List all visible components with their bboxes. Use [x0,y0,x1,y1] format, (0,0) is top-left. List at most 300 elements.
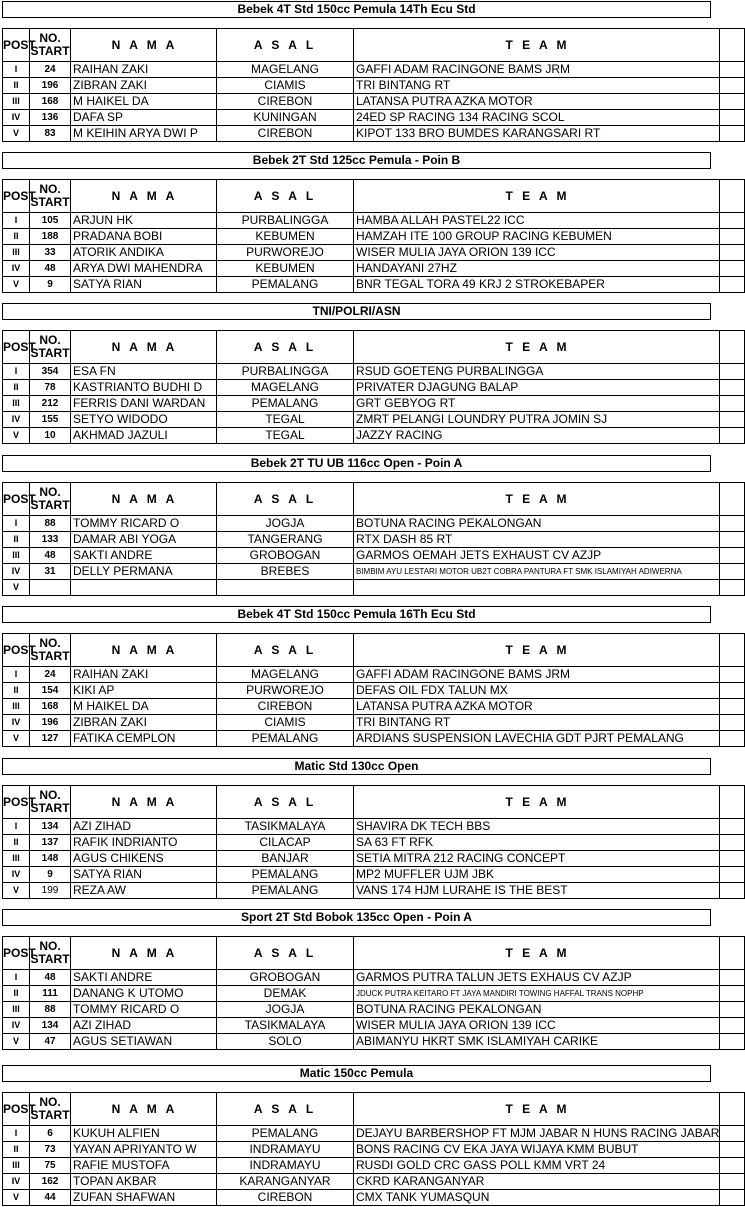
results-table [2,330,745,444]
table-row [3,396,745,412]
start-number-cell: 154 [30,683,71,699]
table-row [3,715,745,731]
start-number-cell: 155 [30,412,71,428]
origin-cell: TANGERANG [217,532,354,548]
blank-cell [720,1158,745,1174]
origin-cell: CILACAP [217,835,354,851]
origin-cell: SOLO [217,1034,354,1050]
origin-cell: BANJAR [217,851,354,867]
team-cell: JAZZY RACING [354,428,720,444]
blank-cell [720,1142,745,1158]
rider-name-cell: YAYAN APRIYANTO W [71,1142,217,1158]
header-pos: POST [3,331,30,364]
start-number-cell: 9 [30,867,71,883]
rider-name-cell: ESA FN [71,364,217,380]
team-cell: BOTUNA RACING PEKALONGAN [354,1002,720,1018]
table-row [3,126,745,142]
position-cell: V [3,126,30,142]
table-row [3,564,745,580]
section-title: Bebek 2T Std 125cc Pemula - Poin B [2,152,711,169]
start-number-cell: 162 [30,1174,71,1190]
blank-cell [720,110,745,126]
header-no-start [30,786,71,819]
header-team: T E A M [354,180,720,213]
rider-name-cell: AZI ZIHAD [71,819,217,835]
team-cell: BONS RACING CV EKA JAYA WIJAYA KMM BUBUT [354,1142,720,1158]
team-cell: TRI BINTANG RT [354,715,720,731]
table-row [3,277,745,293]
team-cell: GRT GEBYOG RT [354,396,720,412]
table-row [3,62,745,78]
position-cell: III [3,245,30,261]
origin-cell: PEMALANG [217,396,354,412]
rider-name-cell: TOMMY RICARD O [71,516,217,532]
position-cell: IV [3,867,30,883]
header-row [3,29,745,62]
rider-name-cell: RAFIK INDRIANTO [71,835,217,851]
table-row [3,1034,745,1050]
rider-name-cell: REZA AW [71,883,217,899]
start-number-cell: 148 [30,851,71,867]
header-team: T E A M [354,1093,720,1126]
blank-cell [720,62,745,78]
start-number-cell: 24 [30,667,71,683]
header-no-line2: START [30,952,70,966]
origin-cell: INDRAMAYU [217,1142,354,1158]
start-number-cell: 48 [30,970,71,986]
team-cell: DEFAS OIL FDX TALUN MX [354,683,720,699]
header-blank-cell [720,331,745,364]
start-number-cell: 134 [30,1018,71,1034]
header-asal: A S A L [217,331,354,364]
header-blank-cell [720,937,745,970]
rider-name-cell: FERRIS DANI WARDAN [71,396,217,412]
rider-name-cell: ARYA DWI MAHENDRA [71,261,217,277]
results-table [2,28,745,142]
position-cell: IV [3,715,30,731]
header-blank-cell [720,483,745,516]
table-row [3,229,745,245]
start-number-cell: 48 [30,261,71,277]
rider-name-cell: M HAIKEL DA [71,94,217,110]
header-no-line2: START [30,44,70,58]
rider-name-cell: KASTRIANTO BUDHI D [71,380,217,396]
origin-cell: PURBALINGGA [217,213,354,229]
blank-cell [720,78,745,94]
blank-cell [720,277,745,293]
rider-name-cell: ARJUN HK [71,213,217,229]
header-row [3,331,745,364]
header-no-line1: NO. [39,788,61,802]
position-cell: I [3,62,30,78]
section-title: Sport 2T Std Bobok 135cc Open - Poin A [2,909,711,926]
table-row [3,683,745,699]
table-row [3,580,745,596]
team-cell: RTX DASH 85 RT [354,532,720,548]
header-team: T E A M [354,331,720,364]
start-number-cell: 75 [30,1158,71,1174]
position-cell: V [3,1190,30,1206]
blank-cell [720,867,745,883]
table-row [3,1002,745,1018]
header-pos: POST [3,937,30,970]
blank-cell [720,731,745,747]
origin-cell: GROBOGAN [217,548,354,564]
rider-name-cell: M KEIHIN ARYA DWI P [71,126,217,142]
blank-cell [720,213,745,229]
position-cell: II [3,229,30,245]
table-row [3,78,745,94]
origin-cell: CIREBON [217,699,354,715]
start-number-cell: 188 [30,229,71,245]
team-cell: WISER MULIA JAYA ORION 139 ICC [354,245,720,261]
header-pos: POST [3,1093,30,1126]
table-row [3,1190,745,1206]
header-asal: A S A L [217,786,354,819]
blank-cell [720,699,745,715]
table-row [3,835,745,851]
origin-cell: MAGELANG [217,62,354,78]
table-row [3,986,745,1002]
start-number-cell: 354 [30,364,71,380]
position-cell: III [3,851,30,867]
header-no-line1: NO. [39,333,61,347]
header-nama: N A M A [71,180,217,213]
header-pos: POST [3,634,30,667]
blank-cell [720,1034,745,1050]
start-number-cell: 212 [30,396,71,412]
table-row [3,412,745,428]
blank-cell [720,245,745,261]
header-blank-cell [720,29,745,62]
origin-cell: JOGJA [217,1002,354,1018]
position-cell: I [3,1126,30,1142]
header-no-line1: NO. [39,182,61,196]
start-number-cell: 24 [30,62,71,78]
table-row [3,731,745,747]
team-cell: RUSDI GOLD CRC GASS POLL KMM VRT 24 [354,1158,720,1174]
team-cell: SA 63 FT RFK [354,835,720,851]
team-cell: VANS 174 HJM LURAHE IS THE BEST [354,883,720,899]
blank-cell [720,428,745,444]
blank-cell [720,683,745,699]
table-row [3,1142,745,1158]
origin-cell: KUNINGAN [217,110,354,126]
header-pos: POST [3,180,30,213]
start-number-cell: 168 [30,699,71,715]
origin-cell: INDRAMAYU [217,1158,354,1174]
team-cell: ABIMANYU HKRT SMK ISLAMIYAH CARIKE [354,1034,720,1050]
team-cell: GARMOS PUTRA TALUN JETS EXHAUS CV AZJP [354,970,720,986]
team-cell: HAMBA ALLAH PASTEL22 ICC [354,213,720,229]
team-cell: CMX TANK YUMASQUN [354,1190,720,1206]
position-cell: V [3,277,30,293]
table-row [3,428,745,444]
position-cell: I [3,819,30,835]
blank-cell [720,516,745,532]
position-cell: I [3,213,30,229]
blank-cell [720,412,745,428]
header-team: T E A M [354,786,720,819]
blank-cell [720,364,745,380]
table-row [3,213,745,229]
team-cell: BIMBIM AYU LESTARI MOTOR UB2T COBRA PANTURA FT SMK ISLAMIYAH ADIWERNA [354,564,720,580]
rider-name-cell: SETYO WIDODO [71,412,217,428]
team-cell: HAMZAH ITE 100 GROUP RACING KEBUMEN [354,229,720,245]
rider-name-cell: ZIBRAN ZAKI [71,78,217,94]
rider-name-cell [71,580,217,596]
start-number-cell: 196 [30,715,71,731]
blank-cell [720,261,745,277]
position-cell: II [3,532,30,548]
rider-name-cell: FATIKA CEMPLON [71,731,217,747]
team-cell [354,580,720,596]
header-row [3,786,745,819]
blank-cell [720,970,745,986]
position-cell: II [3,986,30,1002]
team-cell: SHAVIRA DK TECH BBS [354,819,720,835]
position-cell: II [3,683,30,699]
rider-name-cell: M HAIKEL DA [71,699,217,715]
rider-name-cell: RAIHAN ZAKI [71,62,217,78]
rider-name-cell: AGUS SETIAWAN [71,1034,217,1050]
start-number-cell: 10 [30,428,71,444]
table-row [3,364,745,380]
header-asal: A S A L [217,483,354,516]
header-no-line2: START [30,801,70,815]
position-cell: IV [3,1174,30,1190]
blank-cell [720,564,745,580]
team-cell: TRI BINTANG RT [354,78,720,94]
position-cell: II [3,78,30,94]
start-number-cell: 127 [30,731,71,747]
rider-name-cell: TOPAN AKBAR [71,1174,217,1190]
header-nama: N A M A [71,1093,217,1126]
table-row [3,94,745,110]
origin-cell: DEMAK [217,986,354,1002]
header-pos: POST [3,483,30,516]
position-cell: II [3,380,30,396]
header-no-start [30,937,71,970]
position-cell: I [3,364,30,380]
table-row [3,1126,745,1142]
table-row [3,516,745,532]
header-asal: A S A L [217,634,354,667]
start-number-cell: 105 [30,213,71,229]
header-no-start [30,1093,71,1126]
position-cell: III [3,1002,30,1018]
table-row [3,867,745,883]
origin-cell: CIREBON [217,126,354,142]
team-cell: GAFFI ADAM RACINGONE BAMS JRM [354,62,720,78]
header-no-line1: NO. [39,31,61,45]
origin-cell: PEMALANG [217,867,354,883]
table-row [3,970,745,986]
team-cell: GARMOS OEMAH JETS EXHAUST CV AZJP [354,548,720,564]
position-cell: III [3,396,30,412]
position-cell: III [3,1158,30,1174]
team-cell: ARDIANS SUSPENSION LAVECHIA GDT PJRT PEMALANG [354,731,720,747]
origin-cell: TASIKMALAYA [217,819,354,835]
position-cell: I [3,667,30,683]
blank-cell [720,1174,745,1190]
start-number-cell: 88 [30,516,71,532]
blank-cell [720,380,745,396]
position-cell: V [3,883,30,899]
position-cell: V [3,1034,30,1050]
position-cell: III [3,699,30,715]
header-team: T E A M [354,483,720,516]
position-cell: III [3,548,30,564]
start-number-cell: 137 [30,835,71,851]
origin-cell: PEMALANG [217,277,354,293]
rider-name-cell: AGUS CHIKENS [71,851,217,867]
origin-cell [217,580,354,596]
position-cell: IV [3,1018,30,1034]
start-number-cell: 83 [30,126,71,142]
header-no-line1: NO. [39,485,61,499]
team-cell: 24ED SP RACING 134 RACING SCOL [354,110,720,126]
position-cell: IV [3,564,30,580]
table-row [3,1018,745,1034]
position-cell: IV [3,261,30,277]
position-cell: II [3,1142,30,1158]
origin-cell: CIREBON [217,1190,354,1206]
position-cell: II [3,835,30,851]
team-cell: ZMRT PELANGI LOUNDRY PUTRA JOMIN SJ [354,412,720,428]
rider-name-cell: PRADANA BOBI [71,229,217,245]
origin-cell: KARANGANYAR [217,1174,354,1190]
position-cell: V [3,580,30,596]
team-cell: MP2 MUFFLER UJM JBK [354,867,720,883]
section-title: Matic Std 130cc Open [2,758,711,775]
header-row [3,1093,745,1126]
origin-cell: CIAMIS [217,715,354,731]
header-no-start [30,331,71,364]
team-cell: HANDAYANI 27HZ [354,261,720,277]
blank-cell [720,580,745,596]
header-no-line2: START [30,498,70,512]
blank-cell [720,715,745,731]
header-asal: A S A L [217,1093,354,1126]
origin-cell: PEMALANG [217,1126,354,1142]
section-title: TNI/POLRI/ASN [2,303,711,320]
rider-name-cell: AZI ZIHAD [71,1018,217,1034]
header-team: T E A M [354,634,720,667]
start-number-cell: 196 [30,78,71,94]
start-number-cell: 48 [30,548,71,564]
rider-name-cell: SAKTI ANDRE [71,548,217,564]
position-cell: I [3,516,30,532]
table-row [3,380,745,396]
blank-cell [720,835,745,851]
team-cell: WISER MULIA JAYA ORION 139 ICC [354,1018,720,1034]
rider-name-cell: KIKI AP [71,683,217,699]
blank-cell [720,1002,745,1018]
rider-name-cell: SAKTI ANDRE [71,970,217,986]
start-number-cell: 78 [30,380,71,396]
origin-cell: MAGELANG [217,667,354,683]
header-no-start [30,483,71,516]
blank-cell [720,986,745,1002]
header-blank-cell [720,1093,745,1126]
blank-cell [720,548,745,564]
blank-cell [720,1190,745,1206]
results-table [2,179,745,293]
team-cell: RSUD GOETENG PURBALINGGA [354,364,720,380]
rider-name-cell: ATORIK ANDIKA [71,245,217,261]
team-cell: JDUCK PUTRA KEITARO FT JAYA MANDIRI TOWING HAFFAL TRANS NOPHP [354,986,720,1002]
header-nama: N A M A [71,331,217,364]
origin-cell: PURWOREJO [217,683,354,699]
origin-cell: KEBUMEN [217,261,354,277]
table-row [3,532,745,548]
position-cell: V [3,428,30,444]
position-cell: I [3,970,30,986]
origin-cell: PURWOREJO [217,245,354,261]
start-number-cell: 111 [30,986,71,1002]
table-row [3,245,745,261]
origin-cell: PEMALANG [217,883,354,899]
blank-cell [720,851,745,867]
blank-cell [720,126,745,142]
position-cell: V [3,731,30,747]
position-cell: III [3,94,30,110]
header-blank-cell [720,180,745,213]
header-no-line1: NO. [39,636,61,650]
table-row [3,851,745,867]
start-number-cell: 134 [30,819,71,835]
table-row [3,699,745,715]
section-title: Bebek 4T Std 150cc Pemula 14Th Ecu Std [2,1,711,18]
header-pos: POST [3,786,30,819]
start-number-cell: 9 [30,277,71,293]
rider-name-cell: RAIHAN ZAKI [71,667,217,683]
team-cell: PRIVATER DJAGUNG BALAP [354,380,720,396]
header-no-line2: START [30,649,70,663]
origin-cell: PURBALINGGA [217,364,354,380]
start-number-cell: 133 [30,532,71,548]
origin-cell: TASIKMALAYA [217,1018,354,1034]
start-number-cell [30,580,71,596]
rider-name-cell: SATYA RIAN [71,277,217,293]
header-asal: A S A L [217,29,354,62]
results-table [2,1092,745,1206]
position-cell: IV [3,412,30,428]
header-nama: N A M A [71,634,217,667]
results-table [2,936,745,1050]
origin-cell: TEGAL [217,412,354,428]
blank-cell [720,667,745,683]
table-row [3,1158,745,1174]
results-table [2,482,745,596]
table-row [3,667,745,683]
results-table [2,785,745,899]
table-row [3,819,745,835]
rider-name-cell: RAFIE MUSTOFA [71,1158,217,1174]
results-table [2,633,745,747]
table-row [3,261,745,277]
origin-cell: MAGELANG [217,380,354,396]
blank-cell [720,819,745,835]
table-row [3,1174,745,1190]
start-number-cell: 6 [30,1126,71,1142]
start-number-cell: 44 [30,1190,71,1206]
header-team: T E A M [354,937,720,970]
header-no-start [30,634,71,667]
origin-cell: BREBES [217,564,354,580]
team-cell: BNR TEGAL TORA 49 KRJ 2 STROKEBAPER [354,277,720,293]
